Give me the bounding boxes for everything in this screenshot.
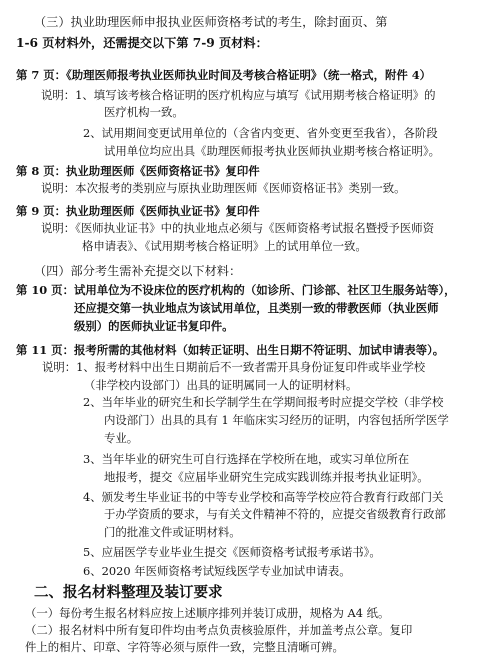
page8-note: 说明：本次报考的类别应与原执业助理医师《医师资格证书》类别一致。 [41,181,406,195]
page10-line-b: 还应提交第一执业地点为该试用单位，且类别一致的带教医师（执业医师 [74,301,439,315]
page11-item: 5、应届医学专业毕业生提交《医师资格考试报考承诺书》。 [83,545,381,559]
page7-note-2a: 2、试用期间变更试用单位的（含省内变更、省外变更至我省），各阶段 [83,126,438,140]
page11-item: （非学校内设部门）出具的证明属同一人的证明材料。 [84,378,358,392]
page9-note-b: 格申请表》、《试用期考核合格证明》上的试用单位一致。 [82,239,367,253]
page8-heading: 第 8 页：执业助理医师《医师资格证书》复印件 [16,164,260,178]
section4-heading: （四）部分考生需补充提交以下材料： [34,264,242,278]
section2-line: （二）报名材料中所有复印件均由考点负责核验原件，并加盖考点公章。复印 [25,623,413,637]
intro-line-1: （三）执业助理医师申报执业医师资格考试的考生，除封面页、第 [34,15,388,29]
page11-item: 说明：1、报考材料中出生日期前后不一致者需开具身份证复印件或毕业学校 [42,360,426,374]
section2-heading: 二、报名材料整理及装订要求 [34,584,223,601]
page10-line-a: 第 10 页：试用单位为不设床位的医疗机构的（如诊所、门诊部、社区卫生服务站等）， [16,283,456,297]
intro-line-2: 1-6 页材料外，还需提交以下第 7-9 页材料： [16,36,268,50]
page7-note-2b: 试用单位均应出具《助理医师报考执业医师执业期考核合格证明》。 [104,144,441,158]
page11-item: 地报考，提交《应届毕业研究生完成实践训练并报考执业证明》。 [104,470,429,484]
page11-item: 于办学资质的要求，与有关文件精神不符的，应提交省级教育行政部 [104,507,446,521]
page10-line-c: 级别）的医师执业证书复印件。 [74,319,234,333]
page11-item: 门的批准文件或证明材料。 [104,525,241,539]
page11-item: 6、2020 年医师资格考试短线医学专业加试申请表。 [83,564,351,578]
page11-heading: 第 11 页：报考所需的其他材料（如转正证明、出生日期不符证明、加试申请表等）。 [16,343,445,357]
page11-item: 专业。 [104,431,139,445]
page11-item: 4、颁发考生毕业证书的中等专业学校和高等学校应符合教育行政部门关 [83,490,444,504]
page7-note-1b: 医疗机构一致。 [104,105,184,119]
page9-note-a: 说明：《医师执业证书》中的执业地点必须与《医师资格考试报名暨授予医师资 [41,221,434,235]
page7-note-1a: 说明：1、填写该考核合格证明的医疗机构应与填写《试用期考核合格证明》的 [41,88,436,102]
page11-item: 2、当年毕业的研究生和长学制学生在学期间报考时应提交学校（非学校 [83,395,444,409]
page11-item: 内设部门）出具的具有 1 年临床实习经历的证明，内容包括所学医学 [104,413,449,427]
section2-line: （一）每份考生报名材料应按上述顺序排列并装订成册，规格为 A4 纸。 [25,606,390,620]
page7-heading: 第 7 页：《助理医师报考执业医师执业时间及考核合格证明》（统一格式，附件 4） [16,68,432,82]
section2-line: 件上的相片、印章、字符等必须与原件一致，完整且清晰可辨。 [25,640,344,654]
page11-item: 3、当年毕业的研究生可自行选择在学校所在地，或实习单位所在 [83,452,410,466]
page9-heading: 第 9 页：执业助理医师《医师执业证书》复印件 [16,204,260,218]
